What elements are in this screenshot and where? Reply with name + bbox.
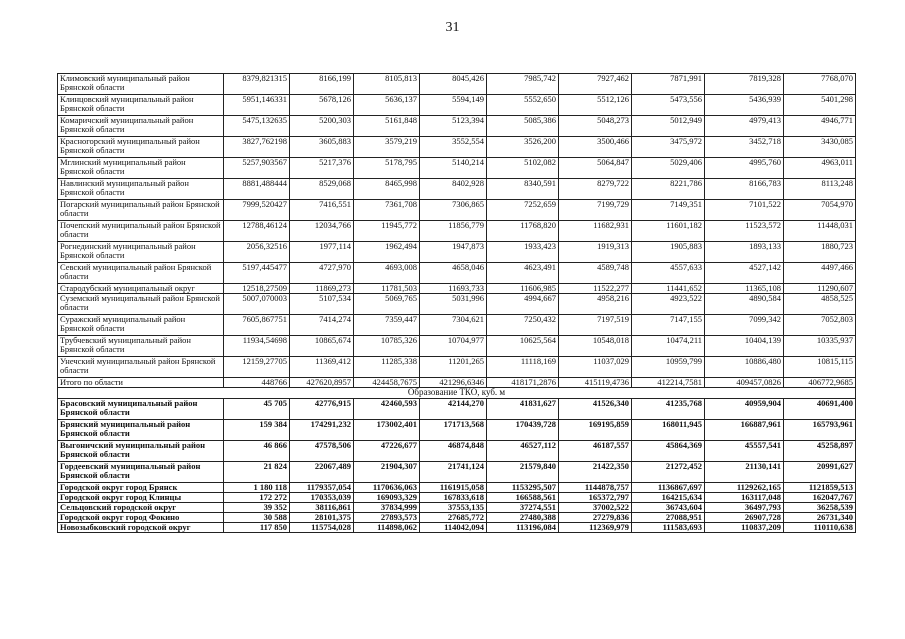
cell-value: 3827,762198 [224, 137, 290, 158]
table-row [58, 462, 856, 483]
row-name: Городской округ город Клинцы [58, 493, 224, 503]
cell-value: 406772,9685 [784, 378, 856, 388]
cell-value: 37553,135 [420, 503, 487, 513]
cell-value: 4994,667 [487, 294, 559, 315]
cell-value: 5031,996 [420, 294, 487, 315]
table-row [58, 221, 856, 242]
row-name: Итого по области [58, 378, 224, 388]
cell-value: 20991,627 [784, 462, 856, 483]
cell-value: 36258,539 [784, 503, 856, 513]
table-row [58, 242, 856, 263]
table-row [58, 200, 856, 221]
cell-value: 30 588 [224, 513, 290, 523]
table-row [58, 315, 856, 336]
cell-value: 11037,029 [559, 357, 632, 378]
cell-value: 5178,795 [354, 158, 420, 179]
table-row [58, 294, 856, 315]
row-name: Навлинский муниципальный район Брянской области [58, 179, 224, 200]
row-name: Брасовский муниципальный район Брянской области [58, 399, 224, 420]
cell-value: 21904,307 [354, 462, 420, 483]
cell-value: 5197,445477 [224, 263, 290, 284]
cell-value: 4890,584 [705, 294, 784, 315]
section-title: Образование ТКО, куб. м [58, 388, 856, 399]
row-name: Красногорский муниципальный район Брянской области [58, 137, 224, 158]
cell-value: 5401,298 [784, 95, 856, 116]
cell-value: 11606,985 [487, 284, 559, 294]
cell-value: 4527,142 [705, 263, 784, 284]
cell-value: 3605,883 [290, 137, 354, 158]
cell-value: 11768,820 [487, 221, 559, 242]
row-name: Климовский муниципальный район Брянской области [58, 74, 224, 95]
cell-value: 3526,200 [487, 137, 559, 158]
cell-value: 1933,423 [487, 242, 559, 263]
cell-value: 10704,977 [420, 336, 487, 357]
cell-value: 5436,939 [705, 95, 784, 116]
cell-value: 171713,568 [420, 420, 487, 441]
cell-value: 7147,155 [632, 315, 705, 336]
cell-value: 11781,503 [354, 284, 420, 294]
row-name: Стародубский муниципальный округ [58, 284, 224, 294]
cell-value: 8881,488444 [224, 179, 290, 200]
cell-value: 448766 [224, 378, 290, 388]
cell-value: 7250,432 [487, 315, 559, 336]
cell-value: 11945,772 [354, 221, 420, 242]
cell-value: 21579,840 [487, 462, 559, 483]
cell-value: 3552,554 [420, 137, 487, 158]
cell-value: 11682,931 [559, 221, 632, 242]
cell-value: 1962,494 [354, 242, 420, 263]
cell-value: 7199,729 [559, 200, 632, 221]
cell-value: 7416,551 [290, 200, 354, 221]
cell-value: 11934,54698 [224, 336, 290, 357]
table-row [58, 336, 856, 357]
table-row [58, 263, 856, 284]
cell-value: 5029,406 [632, 158, 705, 179]
cell-value: 172 272 [224, 493, 290, 503]
cell-value: 11523,572 [705, 221, 784, 242]
cell-value: 421296,6346 [420, 378, 487, 388]
cell-value: 27685,772 [420, 513, 487, 523]
cell-value: 8221,786 [632, 179, 705, 200]
table-row [58, 513, 856, 523]
cell-value: 1977,114 [290, 242, 354, 263]
cell-value: 8105,813 [354, 74, 420, 95]
cell-value: 5102,082 [487, 158, 559, 179]
cell-value: 170353,039 [290, 493, 354, 503]
cell-value: 4923,522 [632, 294, 705, 315]
cell-value: 427620,8957 [290, 378, 354, 388]
cell-value: 27893,573 [354, 513, 420, 523]
cell-value: 4497,466 [784, 263, 856, 284]
cell-value: 36743,604 [632, 503, 705, 513]
row-name: Сельцовский городской округ [58, 503, 224, 513]
cell-value: 5161,848 [354, 116, 420, 137]
cell-value: 7871,991 [632, 74, 705, 95]
row-name: Почепский муниципальный район Брянской области [58, 221, 224, 242]
cell-value: 3500,466 [559, 137, 632, 158]
cell-value: 21422,350 [559, 462, 632, 483]
table-row [58, 441, 856, 462]
cell-value: 167833,618 [420, 493, 487, 503]
cell-value: 114898,062 [354, 523, 420, 533]
row-name: Городской округ город Фокино [58, 513, 224, 523]
cell-value: 10815,115 [784, 357, 856, 378]
cell-value: 1179357,054 [290, 483, 354, 493]
cell-value: 22067,489 [290, 462, 354, 483]
table-row [58, 74, 856, 95]
cell-value: 4995,760 [705, 158, 784, 179]
cell-value: 39 352 [224, 503, 290, 513]
cell-value: 27279,836 [559, 513, 632, 523]
table-row [58, 179, 856, 200]
cell-value: 7149,351 [632, 200, 705, 221]
cell-value: 8379,821315 [224, 74, 290, 95]
cell-value: 42144,270 [420, 399, 487, 420]
cell-value: 7768,070 [784, 74, 856, 95]
cell-value: 5475,132635 [224, 116, 290, 137]
cell-value: 42460,593 [354, 399, 420, 420]
table-row [58, 523, 856, 533]
cell-value: 7054,970 [784, 200, 856, 221]
cell-value: 11201,265 [420, 357, 487, 378]
cell-value: 8465,998 [354, 179, 420, 200]
cell-value: 1161915,058 [420, 483, 487, 493]
cell-value: 8045,426 [420, 74, 487, 95]
cell-value: 40691,400 [784, 399, 856, 420]
row-name: Рогнединский муниципальный район Брянской области [58, 242, 224, 263]
cell-value: 47226,677 [354, 441, 420, 462]
cell-value: 7819,328 [705, 74, 784, 95]
cell-value: 1129262,165 [705, 483, 784, 493]
cell-value: 4693,008 [354, 263, 420, 284]
cell-value: 7414,274 [290, 315, 354, 336]
cell-value: 415119,4736 [559, 378, 632, 388]
cell-value: 166887,961 [705, 420, 784, 441]
cell-value: 37274,551 [487, 503, 559, 513]
cell-value: 1170636,063 [354, 483, 420, 493]
cell-value: 38116,861 [290, 503, 354, 513]
cell-value: 4963,011 [784, 158, 856, 179]
cell-value: 2056,32516 [224, 242, 290, 263]
cell-value: 5594,149 [420, 95, 487, 116]
cell-value: 1880,723 [784, 242, 856, 263]
cell-value: 5007,070003 [224, 294, 290, 315]
cell-value: 170439,728 [487, 420, 559, 441]
cell-value: 5069,765 [354, 294, 420, 315]
cell-value: 110837,209 [705, 523, 784, 533]
total-row [58, 378, 856, 388]
table-row [58, 483, 856, 493]
cell-value: 3452,718 [705, 137, 784, 158]
cell-value: 10625,564 [487, 336, 559, 357]
cell-value: 5512,126 [559, 95, 632, 116]
cell-value: 21272,452 [632, 462, 705, 483]
cell-value: 7099,342 [705, 315, 784, 336]
row-name: Трубчевский муниципальный район Брянской области [58, 336, 224, 357]
row-name: Комаричский муниципальный район Брянской области [58, 116, 224, 137]
cell-value: 159 384 [224, 420, 290, 441]
cell-value: 117 850 [224, 523, 290, 533]
cell-value: 4946,771 [784, 116, 856, 137]
cell-value: 1153295,507 [487, 483, 559, 493]
cell-value: 28101,375 [290, 513, 354, 523]
cell-value: 21741,124 [420, 462, 487, 483]
cell-value: 45557,541 [705, 441, 784, 462]
cell-value: 5636,137 [354, 95, 420, 116]
cell-value: 112369,979 [559, 523, 632, 533]
cell-value: 1947,873 [420, 242, 487, 263]
cell-value: 174291,232 [290, 420, 354, 441]
cell-value: 10785,326 [354, 336, 420, 357]
cell-value: 110110,638 [784, 523, 856, 533]
cell-value: 12034,766 [290, 221, 354, 242]
cell-value: 8113,248 [784, 179, 856, 200]
cell-value: 7359,447 [354, 315, 420, 336]
cell-value: 5064,847 [559, 158, 632, 179]
cell-value: 11601,182 [632, 221, 705, 242]
cell-value: 5552,650 [487, 95, 559, 116]
cell-value: 42776,915 [290, 399, 354, 420]
cell-value: 7927,462 [559, 74, 632, 95]
cell-value: 173002,401 [354, 420, 420, 441]
cell-value: 4589,748 [559, 263, 632, 284]
cell-value: 40959,904 [705, 399, 784, 420]
cell-value: 45258,897 [784, 441, 856, 462]
cell-value: 7052,803 [784, 315, 856, 336]
row-name: Городской округ город Брянск [58, 483, 224, 493]
cell-value: 4958,216 [559, 294, 632, 315]
cell-value: 7197,519 [559, 315, 632, 336]
cell-value: 10548,018 [559, 336, 632, 357]
cell-value: 36497,793 [705, 503, 784, 513]
cell-value: 163117,048 [705, 493, 784, 503]
cell-value: 418171,2876 [487, 378, 559, 388]
cell-value: 10865,674 [290, 336, 354, 357]
cell-value: 7361,708 [354, 200, 420, 221]
cell-value: 409457,0826 [705, 378, 784, 388]
cell-value: 165793,961 [784, 420, 856, 441]
cell-value: 4623,491 [487, 263, 559, 284]
table-row [58, 420, 856, 441]
cell-value: 7304,621 [420, 315, 487, 336]
cell-value: 5257,903567 [224, 158, 290, 179]
cell-value: 3430,085 [784, 137, 856, 158]
cell-value: 5085,386 [487, 116, 559, 137]
cell-value: 5678,126 [290, 95, 354, 116]
cell-value: 27088,951 [632, 513, 705, 523]
data-table [57, 73, 856, 533]
cell-value: 5048,273 [559, 116, 632, 137]
cell-value: 1905,883 [632, 242, 705, 263]
table-row [58, 503, 856, 513]
cell-value: 11448,031 [784, 221, 856, 242]
cell-value: 5123,394 [420, 116, 487, 137]
cell-value: 169195,859 [559, 420, 632, 441]
cell-value: 37002,522 [559, 503, 632, 513]
cell-value: 41235,768 [632, 399, 705, 420]
row-name: Брянский муниципальный район Брянской области [58, 420, 224, 441]
row-name: Унечский муниципальный район Брянской области [58, 357, 224, 378]
cell-value: 5473,556 [632, 95, 705, 116]
cell-value: 169093,329 [354, 493, 420, 503]
cell-value: 111583,693 [632, 523, 705, 533]
cell-value: 27480,388 [487, 513, 559, 523]
cell-value: 424458,7675 [354, 378, 420, 388]
table-row [58, 95, 856, 116]
cell-value: 1136867,697 [632, 483, 705, 493]
cell-value: 166588,561 [487, 493, 559, 503]
cell-value: 1 180 118 [224, 483, 290, 493]
cell-value: 41526,340 [559, 399, 632, 420]
row-name: Гордеевский муниципальный район Брянской области [58, 462, 224, 483]
cell-value: 10335,937 [784, 336, 856, 357]
cell-value: 21130,141 [705, 462, 784, 483]
cell-value: 8402,928 [420, 179, 487, 200]
cell-value: 115754,028 [290, 523, 354, 533]
row-name: Выгоничский муниципальный район Брянской области [58, 441, 224, 462]
cell-value: 4658,046 [420, 263, 487, 284]
cell-value: 11693,733 [420, 284, 487, 294]
page-number: 31 [445, 20, 460, 35]
row-name: Севский муниципальный район Брянской области [58, 263, 224, 284]
cell-value: 12518,27509 [224, 284, 290, 294]
cell-value: 11441,652 [632, 284, 705, 294]
cell-value: 5217,376 [290, 158, 354, 179]
cell-value: 114042,094 [420, 523, 487, 533]
cell-value: 46 866 [224, 441, 290, 462]
cell-value: 1144878,757 [559, 483, 632, 493]
cell-value: 1919,313 [559, 242, 632, 263]
cell-value: 11285,338 [354, 357, 420, 378]
cell-value: 10404,139 [705, 336, 784, 357]
table-row [58, 158, 856, 179]
table-row [58, 357, 856, 378]
section-header-row [58, 388, 856, 399]
cell-value: 168011,945 [632, 420, 705, 441]
cell-value: 7306,865 [420, 200, 487, 221]
cell-value: 1121859,513 [784, 483, 856, 493]
cell-value: 8166,199 [290, 74, 354, 95]
cell-value: 8166,783 [705, 179, 784, 200]
cell-value: 4727,970 [290, 263, 354, 284]
cell-value: 7605,867751 [224, 315, 290, 336]
cell-value: 5012,949 [632, 116, 705, 137]
table-row [58, 284, 856, 294]
cell-value: 5200,303 [290, 116, 354, 137]
table-row [58, 493, 856, 503]
cell-value: 11856,779 [420, 221, 487, 242]
cell-value: 11118,169 [487, 357, 559, 378]
cell-value: 11365,108 [705, 284, 784, 294]
cell-value: 21 824 [224, 462, 290, 483]
cell-value: 7101,522 [705, 200, 784, 221]
cell-value: 45864,369 [632, 441, 705, 462]
cell-value: 46874,848 [420, 441, 487, 462]
cell-value: 5140,214 [420, 158, 487, 179]
cell-value: 5107,534 [290, 294, 354, 315]
cell-value: 47578,506 [290, 441, 354, 462]
table-row [58, 137, 856, 158]
cell-value: 10959,799 [632, 357, 705, 378]
cell-value: 3579,219 [354, 137, 420, 158]
cell-value: 12788,46124 [224, 221, 290, 242]
row-name: Клинцовский муниципальный район Брянской области [58, 95, 224, 116]
cell-value: 8529,068 [290, 179, 354, 200]
cell-value: 46187,557 [559, 441, 632, 462]
cell-value: 113196,084 [487, 523, 559, 533]
cell-value: 162047,767 [784, 493, 856, 503]
cell-value: 4979,413 [705, 116, 784, 137]
cell-value: 165372,797 [559, 493, 632, 503]
cell-value: 8340,591 [487, 179, 559, 200]
row-name: Новозыбковский городской округ [58, 523, 224, 533]
cell-value: 8279,722 [559, 179, 632, 200]
row-name: Суражский муниципальный район Брянской области [58, 315, 224, 336]
cell-value: 11369,412 [290, 357, 354, 378]
row-name: Мглинский муниципальный район Брянской области [58, 158, 224, 179]
cell-value: 11522,277 [559, 284, 632, 294]
cell-value: 412214,7581 [632, 378, 705, 388]
cell-value: 46527,112 [487, 441, 559, 462]
row-name: Суземский муниципальный район Брянской области [58, 294, 224, 315]
cell-value: 45 705 [224, 399, 290, 420]
cell-value: 7999,520427 [224, 200, 290, 221]
table-row [58, 116, 856, 137]
cell-value: 4557,633 [632, 263, 705, 284]
cell-value: 1893,133 [705, 242, 784, 263]
cell-value: 5951,146331 [224, 95, 290, 116]
cell-value: 11869,273 [290, 284, 354, 294]
cell-value: 164215,634 [632, 493, 705, 503]
table-row [58, 399, 856, 420]
cell-value: 10886,480 [705, 357, 784, 378]
cell-value: 4858,525 [784, 294, 856, 315]
cell-value: 26731,340 [784, 513, 856, 523]
cell-value: 26907,728 [705, 513, 784, 523]
cell-value: 7985,742 [487, 74, 559, 95]
cell-value: 7252,659 [487, 200, 559, 221]
row-name: Погарский муниципальный район Брянской области [58, 200, 224, 221]
cell-value: 3475,972 [632, 137, 705, 158]
cell-value: 12159,27705 [224, 357, 290, 378]
cell-value: 10474,211 [632, 336, 705, 357]
cell-value: 37834,999 [354, 503, 420, 513]
cell-value: 11290,607 [784, 284, 856, 294]
cell-value: 41831,627 [487, 399, 559, 420]
